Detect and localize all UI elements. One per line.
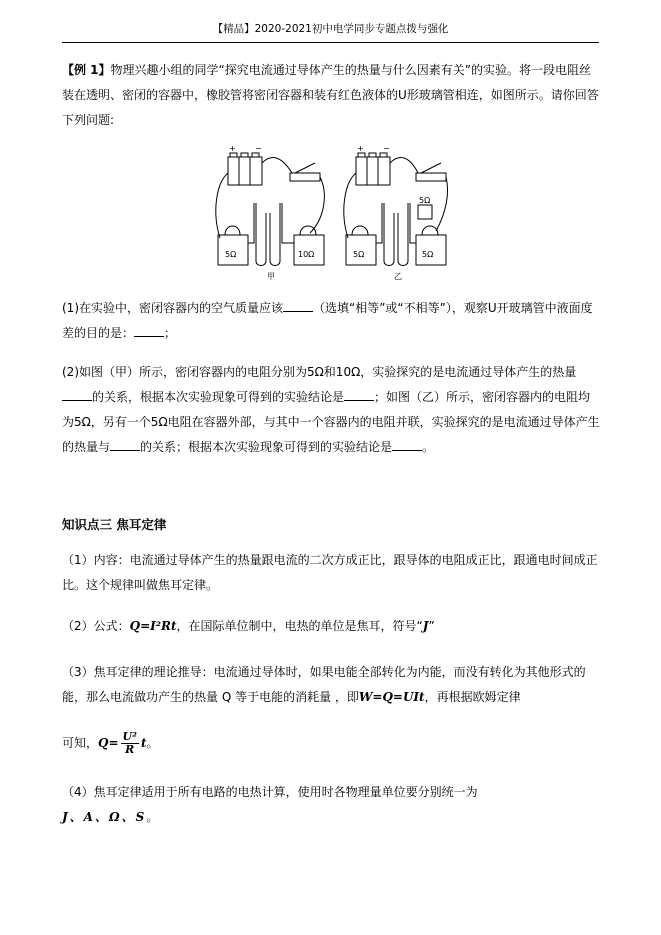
header-text: 【精品】2020-2021初中电学同步专题点拨与强化 <box>212 23 449 35</box>
fraction-numerator: U² <box>122 730 137 743</box>
q2-text-5: 。 <box>422 440 435 454</box>
q1-text-3: ； <box>164 326 177 340</box>
example-text: 物理兴趣小组的同学“探究电流通过导体产生的热量与什么因素有关”的实验。将一段电阻丝装在透明、密闭的容器中，橡胶管将密闭容器和装有红色液体的U形玻璃管相连，如图所示。请你回答下列问题: <box>62 63 599 127</box>
item-4 <box>62 780 602 830</box>
resistor-label-right-2: 5Ω <box>422 250 434 259</box>
item-3-end: 。 <box>146 736 159 750</box>
item-1 <box>62 548 602 598</box>
example-label: 【例 1】 <box>62 63 111 77</box>
minus-sign-right: − <box>383 144 390 153</box>
plus-sign-right: + <box>357 144 364 153</box>
apparatus-figure <box>210 143 450 283</box>
item-3-derivation <box>62 728 602 758</box>
fraction-denominator: R <box>125 743 135 756</box>
q2-text-4: 的关系；根据本次实验现象可得到的实验结论是 <box>140 440 393 454</box>
section-title <box>62 512 602 537</box>
unit-list: J、A、Ω、S <box>62 810 147 824</box>
item-3-text-a: （3）焦耳定律的理论推导：电流通过导体时，如果电能全部转化为内能，而没有转化为其他形式的能，那么电流做功产生的热量 Q 等于电能的消耗量 ，即 <box>62 665 586 704</box>
q2-blank-4[interactable] <box>392 436 422 451</box>
figure-right <box>344 153 448 266</box>
page-header <box>62 22 599 43</box>
resistor-label-right-1: 5Ω <box>353 250 365 259</box>
caption-jia: 甲 <box>267 272 275 281</box>
resistor-label-left-1: 5Ω <box>225 250 237 259</box>
question-1 <box>62 296 602 346</box>
item-2-text-a: （2）公式： <box>62 619 130 633</box>
item-2-text-c: ” <box>428 619 435 633</box>
item-2 <box>62 614 602 639</box>
work-formula: W=Q=UIt <box>358 690 425 704</box>
q2-text-2: 的关系，根据本次实验现象可得到的实验结论是 <box>92 390 345 404</box>
q1-blank-1[interactable] <box>283 297 313 312</box>
item-3-text-b: ，再根据欧姆定律 <box>424 690 521 704</box>
plus-sign-left: + <box>229 144 236 153</box>
resistor-label-right-3: 5Ω <box>419 196 431 205</box>
battery-right <box>356 157 390 185</box>
figure-left <box>216 153 324 266</box>
joule-formula: Q=I²Rt <box>129 619 177 633</box>
item-3 <box>62 660 602 710</box>
heat-formula-fraction <box>121 731 139 756</box>
q2-blank-3[interactable] <box>110 436 140 451</box>
joule-symbol: J <box>422 619 429 633</box>
q2-text-3: ；如图（乙）所示，密闭容器内的电阻均为5Ω，另有一个5Ω电阻在容器外部，与其中一个容器内的电阻并联，实验探究的是电流通过导体产生的热量与 <box>62 390 600 454</box>
caption-yi: 乙 <box>394 272 402 281</box>
heat-formula-t: t <box>140 736 147 750</box>
switch-right <box>416 173 446 181</box>
item-1-text: （1）内容：电流通过导体产生的热量跟电流的二次方成正比，跟导体的电阻成正比，跟通电时间成正比。这个规律叫做焦耳定律。 <box>62 553 598 592</box>
battery-left <box>228 157 262 185</box>
heat-formula-q: Q= <box>98 736 119 750</box>
example-1 <box>62 58 602 133</box>
item-2-text-b: ，在国际单位制中，电热的单位是焦耳，符号“ <box>176 619 423 633</box>
resistor-label-left-2: 10Ω <box>298 250 315 259</box>
q2-blank-2[interactable] <box>344 386 374 401</box>
switch-left <box>290 173 320 181</box>
section-title-text: 知识点三 焦耳定律 <box>62 517 167 532</box>
q2-blank-1[interactable] <box>62 386 92 401</box>
item-4-end: 。 <box>146 810 159 824</box>
question-2 <box>62 360 602 460</box>
q1-text-1: (1)在实验中，密闭容器内的空气质量应该 <box>62 301 283 315</box>
item-4-text-a: （4）焦耳定律适用于所有电路的电热计算，使用时各物理量单位要分别统一为 <box>62 785 478 799</box>
external-resistor <box>418 205 432 219</box>
q2-text-1: (2)如图（甲）所示，密闭容器内的电阻分别为5Ω和10Ω，实验探究的是电流通过导体产生的热量 <box>62 365 577 379</box>
item-3-text-c: 可知， <box>62 736 99 750</box>
q1-text-2: （选填“相等”或“不相等”），观察U开玻璃管中液面度差的目的是： <box>62 301 593 340</box>
q1-blank-2[interactable] <box>134 322 164 337</box>
minus-sign-left: − <box>255 144 262 153</box>
